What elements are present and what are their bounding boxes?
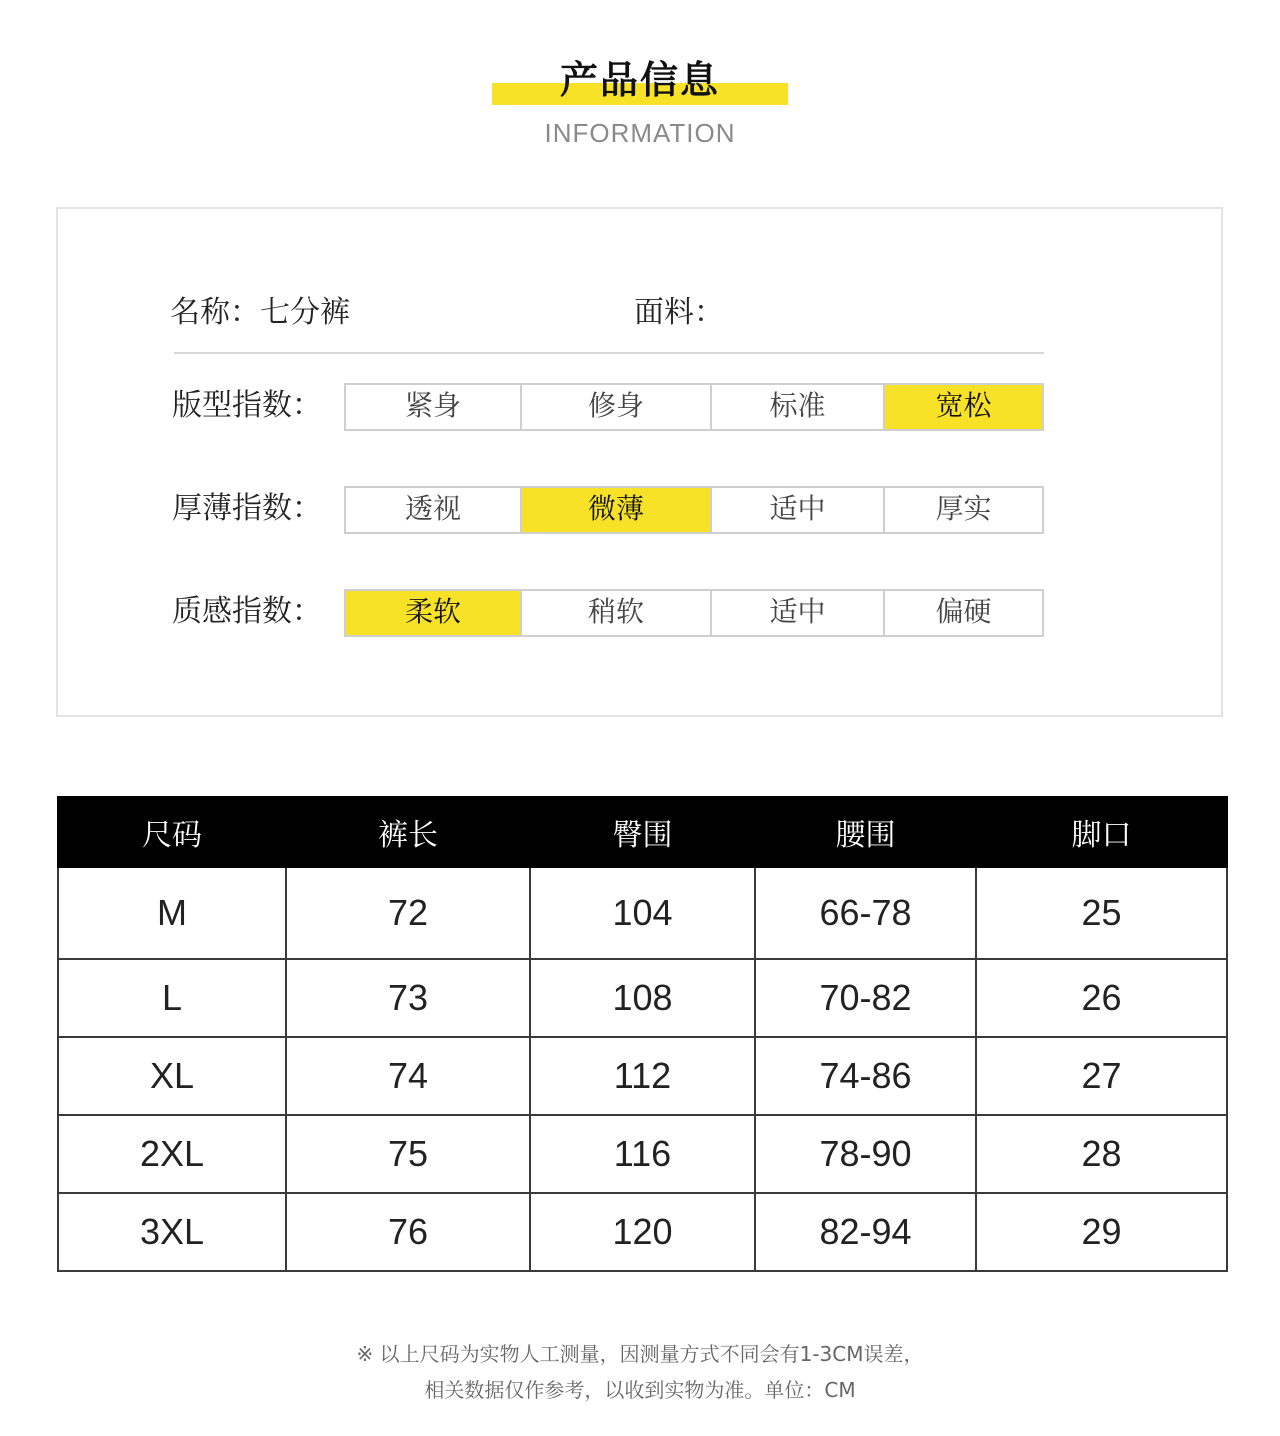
column-header: 裤长 [286,797,530,867]
table-row [58,867,1227,959]
texture-index-row [172,589,1052,637]
texture-option: 稍软 [522,591,712,635]
fit-option: 标准 [712,385,885,429]
fit-index-row [172,383,1052,431]
measurement-note-unit: 相关数据仅作参考，以收到实物为准。单位：CM [424,1378,856,1402]
product-fabric: 面料： [634,295,724,330]
texture-index-options [344,589,1044,637]
table-cell: L [58,959,286,1037]
table-cell: 26 [976,959,1227,1037]
fit-index-options [344,383,1044,431]
table-cell: M [58,867,286,959]
table-cell: 28 [976,1115,1227,1193]
column-header: 尺码 [58,797,286,867]
thickness-option: 厚实 [935,492,992,525]
table-cell: 74-86 [755,1037,976,1115]
column-header: 脚口 [976,797,1227,867]
table-row [58,1037,1227,1115]
table-cell: 66-78 [755,867,976,959]
table-cell: 76 [286,1193,530,1271]
table-cell: 70-82 [755,959,976,1037]
table-row [58,959,1227,1037]
table-cell: 75 [286,1115,530,1193]
page-subtitle: INFORMATION [544,118,736,148]
table-cell: 104 [530,867,755,959]
table-row [58,1115,1227,1193]
thickness-option: 适中 [712,488,885,532]
texture-option: 柔软 [346,591,522,635]
table-cell: 78-90 [755,1115,976,1193]
product-info-panel [56,207,1223,717]
table-cell: 2XL [58,1115,286,1193]
info-divider [174,352,1044,354]
fit-option: 宽松 [885,385,1042,429]
table-cell: 72 [286,867,530,959]
column-header: 臀围 [530,797,755,867]
section-header [0,55,1280,165]
table-cell: 112 [530,1037,755,1115]
measurement-note: ※ 以上尺码为实物人工测量，因测量方式不同会有1-3CM误差， [356,1342,924,1366]
product-name: 名称：七分裤 [170,295,350,330]
column-header: 腰围 [755,797,976,867]
thickness-index-row [172,486,1052,534]
table-row [58,1193,1227,1271]
table-cell: 3XL [58,1193,286,1271]
table-cell: 116 [530,1115,755,1193]
table-cell: 27 [976,1037,1227,1115]
table-cell: 73 [286,959,530,1037]
fit-option: 修身 [522,385,712,429]
texture-index-label: 质感指数： [172,594,322,629]
texture-option: 偏硬 [935,595,992,628]
page-title: 产品信息 [559,58,720,102]
table-cell: 74 [286,1037,530,1115]
fit-index-label: 版型指数： [172,388,322,423]
table-cell: 82-94 [755,1193,976,1271]
table-cell: 108 [530,959,755,1037]
table-cell: XL [58,1037,286,1115]
thickness-index-options [344,486,1044,534]
size-chart-table [57,796,1228,1272]
table-cell: 120 [530,1193,755,1271]
thickness-option: 透视 [346,488,522,532]
table-cell: 29 [976,1193,1227,1271]
table-cell: 25 [976,867,1227,959]
texture-option: 适中 [712,591,885,635]
fit-option: 紧身 [346,385,522,429]
thickness-option: 微薄 [522,488,712,532]
thickness-index-label: 厚薄指数： [172,491,322,526]
table-header-row [58,797,1227,867]
